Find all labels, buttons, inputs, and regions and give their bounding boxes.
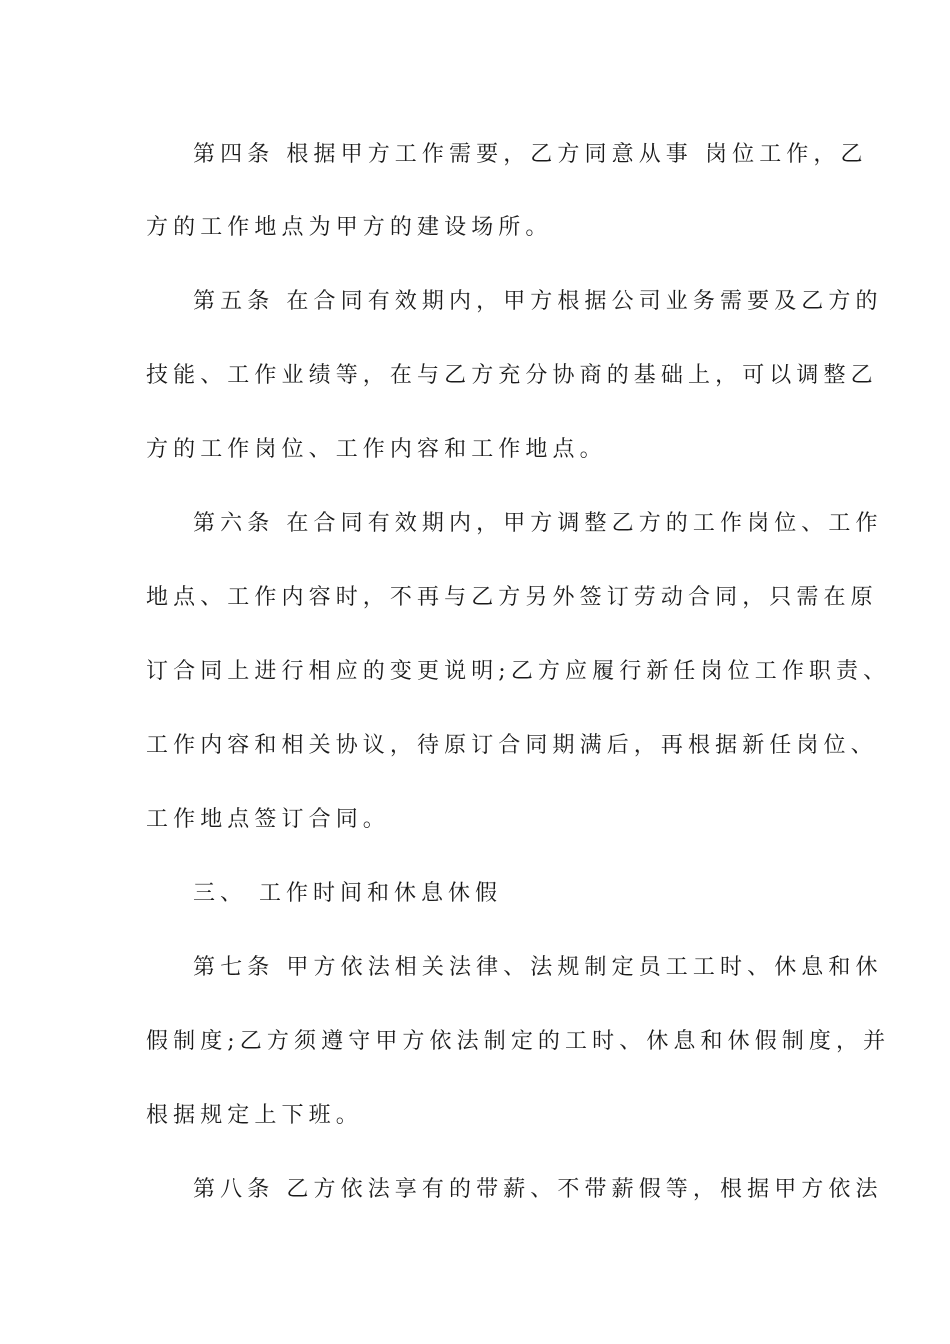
article-5-line-2: 技能、工作业绩等，在与乙方充分协商的基础上，可以调整乙 (146, 363, 878, 388)
article-5-line-1: 第五条 在合同有效期内，甲方根据公司业务需要及乙方的 (193, 289, 883, 314)
article-6-line-1: 第六条 在合同有效期内，甲方调整乙方的工作岗位、工作 (193, 511, 883, 536)
article-7-line-3: 根据规定上下班。 (146, 1103, 363, 1128)
article-8-line-1: 第八条 乙方依法享有的带薪、不带薪假等，根据甲方依法 (193, 1177, 883, 1202)
article-7-line-2: 假制度;乙方须遵守甲方依法制定的工时、休息和休假制度，并 (146, 1029, 891, 1054)
article-7-line-1: 第七条 甲方依法相关法律、法规制定员工工时、休息和休 (193, 955, 883, 980)
article-5-line-3: 方的工作岗位、工作内容和工作地点。 (146, 437, 607, 462)
section-heading-work-hours: 三、 工作时间和休息休假 (193, 881, 502, 906)
article-6-line-2: 地点、工作内容时，不再与乙方另外签订劳动合同，只需在原 (146, 585, 878, 610)
article-6-line-5: 工作地点签订合同。 (146, 807, 390, 832)
article-6-line-4: 工作内容和相关协议，待原订合同期满后，再根据新任岗位、 (146, 733, 878, 758)
article-4-line-2: 方的工作地点为甲方的建设场所。 (146, 215, 553, 240)
article-4-line-1: 第四条 根据甲方工作需要，乙方同意从事 岗位工作，乙 (193, 142, 868, 167)
article-6-line-3: 订合同上进行相应的变更说明;乙方应履行新任岗位工作职责、 (146, 659, 891, 684)
